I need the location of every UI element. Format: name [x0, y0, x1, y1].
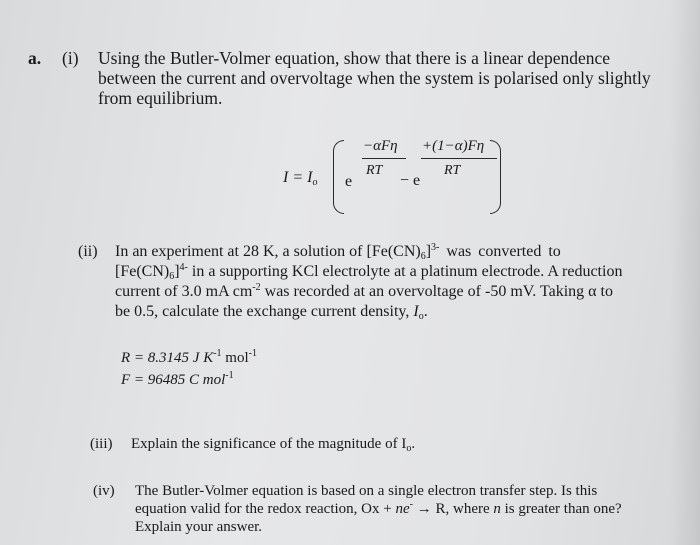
question-iv-line-2: equation valid for the redox reaction, Ox + ne- → R, where n is greater than one? [135, 499, 622, 517]
question-iv-line-1: The Butler-Volmer equation is based on a single electron transfer step. Is this [135, 483, 598, 499]
question-i-number: (i) [62, 48, 79, 68]
equation-left-bracket [333, 140, 344, 214]
question-i-line-2: between the current and overvoltage when the system is polarised only slightly [98, 68, 651, 88]
equation-fraction-line-2 [421, 158, 497, 159]
part-label: a. [28, 48, 42, 68]
equation-exponent-1-numerator: −αFη [363, 138, 398, 154]
question-ii-line-2: $[Fe(CN)_6]^{4-}$ in a supporting KCl electrolyte at a platinum electrode. A reduction [115, 262, 623, 282]
constant-r: R = 8.3145 J $K^{-1}$ mol$^{-1}$ [121, 348, 257, 366]
question-i-line-1: Using the Butler-Volmer equation, show that there is a linear dependence [98, 48, 611, 68]
question-ii-line-1: In an experiment at 28 K, a solution of $[Fe(CN)_6]^{3-}$ was converted to [115, 242, 561, 262]
equation-fraction-line-1 [362, 158, 406, 159]
equation-lhs-subscript: o [312, 177, 318, 188]
question-iv-number: (iv) [93, 483, 115, 499]
question-iv-line-3: Explain your answer. [135, 519, 263, 535]
question-iii-text: Explain the significance of the magnitude of $I_o$. [131, 436, 416, 454]
equation-right-bracket [490, 140, 501, 214]
question-i-line-3: from equilibrium. [98, 88, 223, 108]
page-edge-shadow [670, 0, 700, 545]
question-iii-number: (iii) [90, 436, 113, 452]
question-ii-number: (ii) [78, 243, 98, 260]
equation-lhs: $I = I_o$ [283, 169, 318, 188]
question-ii-line-4: be 0.5, calculate the exchange current density, $I_o$. [115, 303, 428, 322]
equation-exponent-2-numerator: +(1−α)Fη [422, 138, 485, 154]
equation-minus-e: − e [400, 172, 421, 189]
equation-exponent-1-denominator: RT [366, 163, 383, 178]
equation-e1: e [345, 173, 353, 190]
constant-f: F = 96485 C mol$^{-1}$ [121, 370, 234, 388]
question-ii-line-3: current of 3.0 mA $cm^{-2}$ was recorded at an overvoltage of -50 mV. Taking α to [115, 282, 613, 300]
equation-exponent-2-denominator: RT [444, 163, 461, 178]
